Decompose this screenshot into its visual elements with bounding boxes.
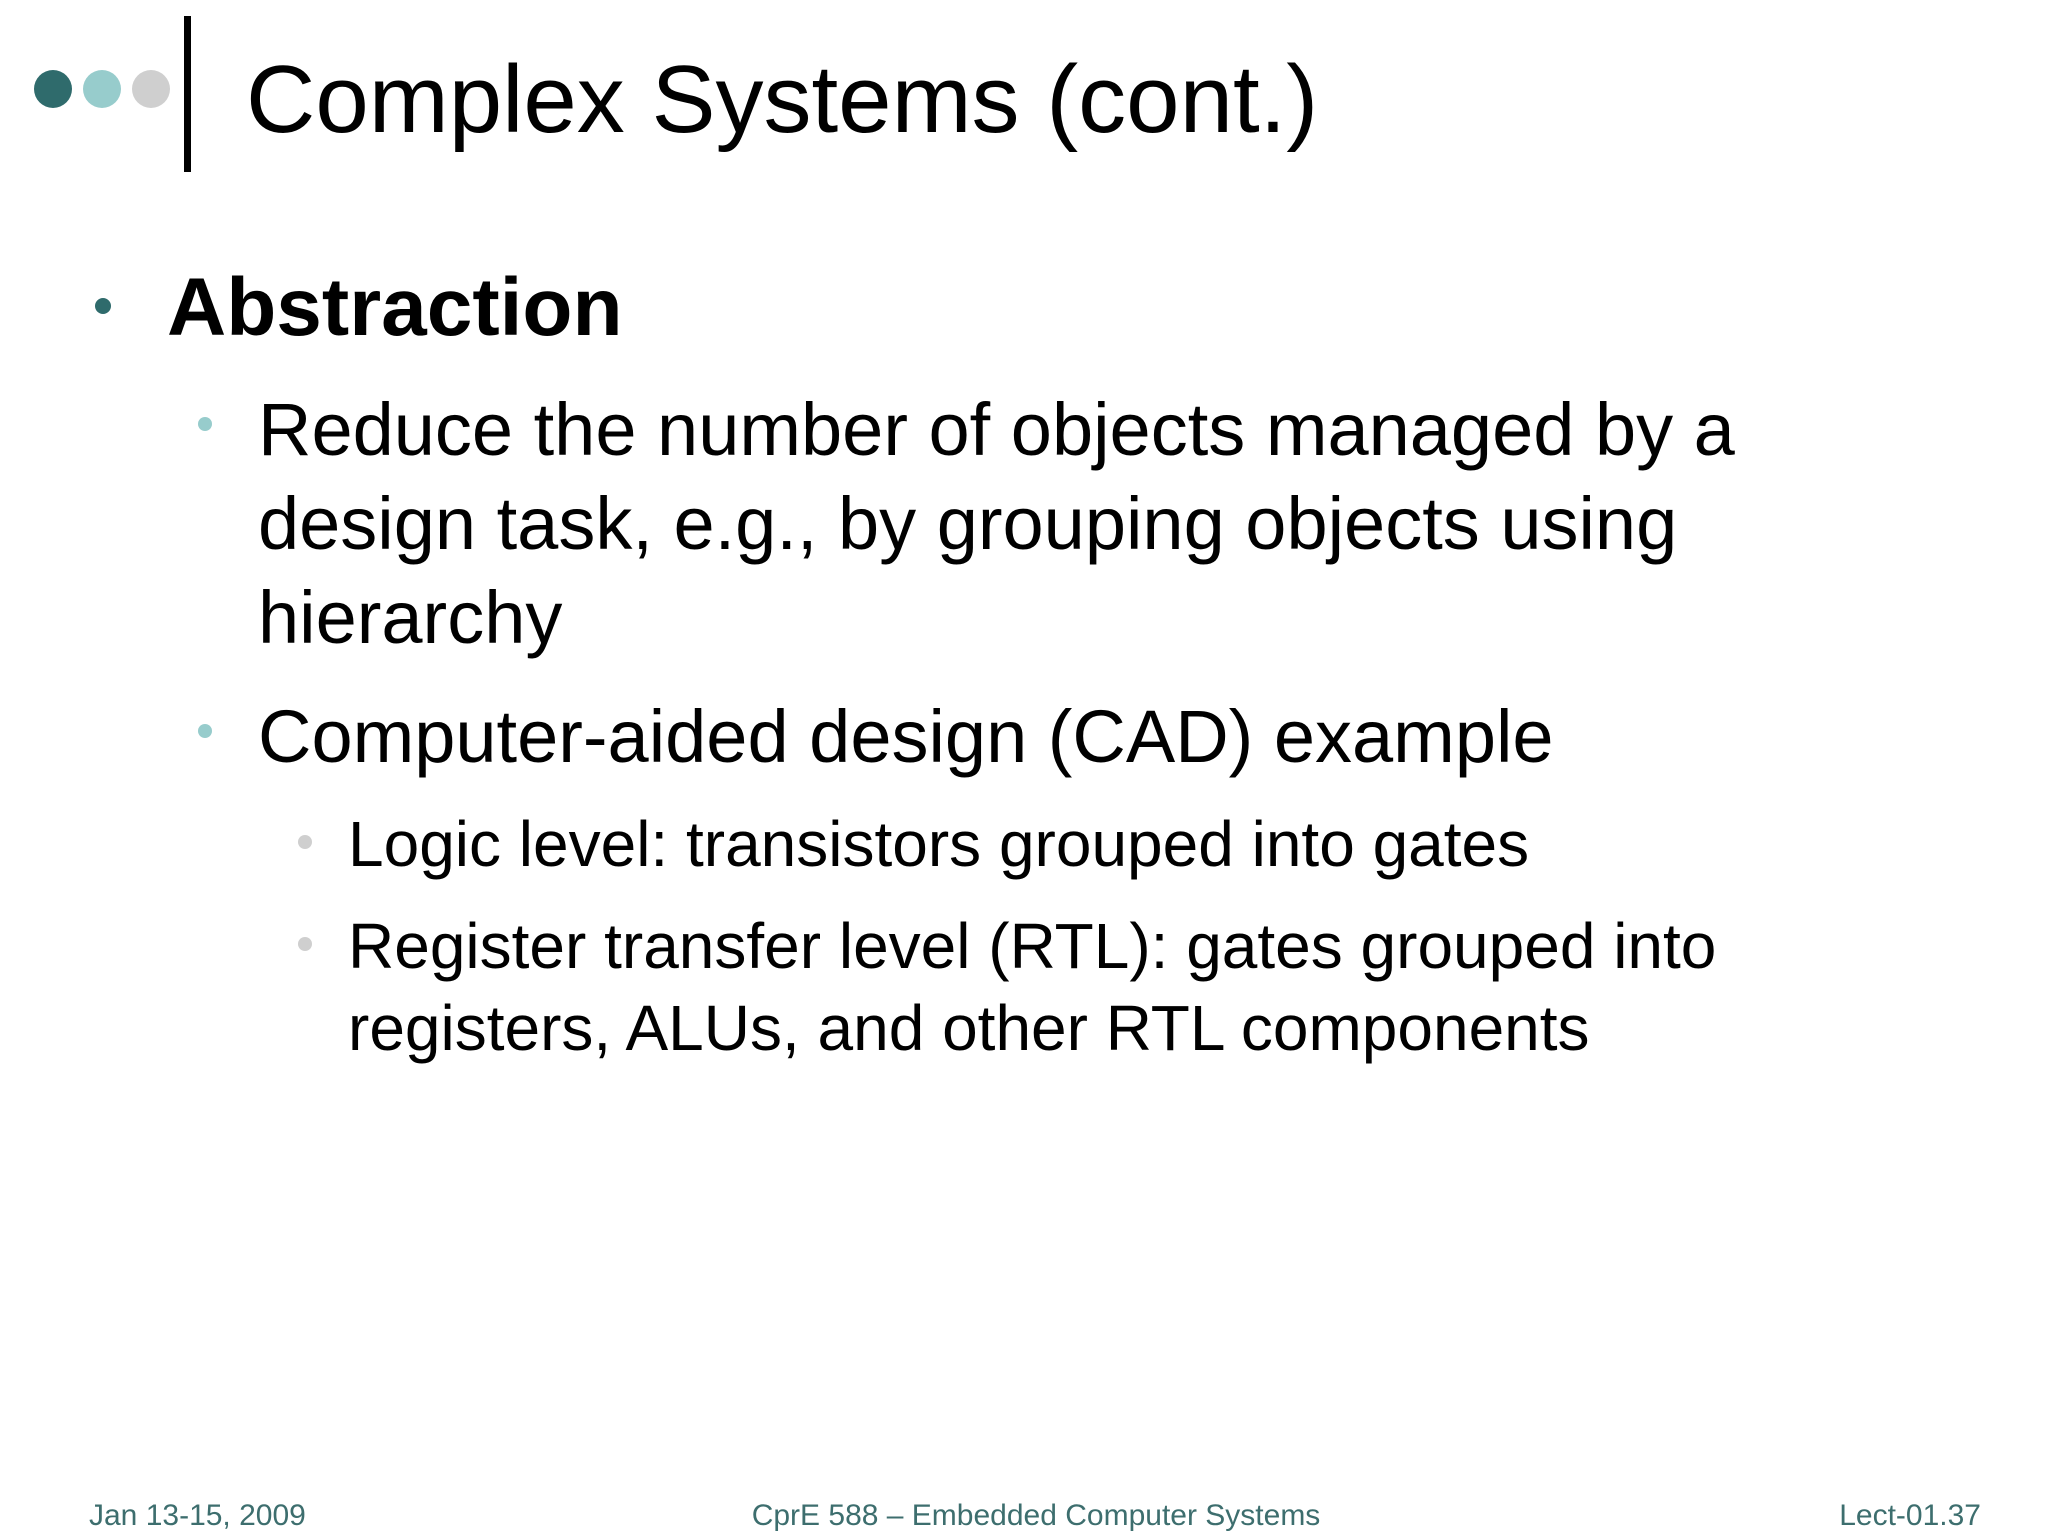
bullet-level3-logic-level [348,803,1908,885]
bullet-level2-reduce-objects [258,383,1908,665]
bullet-level3-rtl [348,905,1908,1069]
dot-icon [34,70,72,108]
footer-slide-number: Lect-01.37 [1839,1499,1981,1532]
title-divider [184,16,191,172]
bullet-dot-icon [298,835,312,849]
dot-icon [83,70,121,108]
bullet-level1-abstraction [167,258,623,358]
title-dots-decoration [34,70,174,110]
bullet-dot-icon [95,298,111,314]
bullet-text: Abstraction [167,262,623,353]
bullet-text: Computer-aided design (CAD) example [258,695,1554,778]
footer-date: Jan 13-15, 2009 [89,1499,306,1532]
dot-icon [132,70,170,108]
bullet-dot-icon [298,937,312,951]
bullet-text: Register transfer level (RTL): gates grouped into registers, ALUs, and other RTL components [348,910,1717,1064]
bullet-text: Reduce the number of objects managed by a design task, e.g., by grouping objects using hierarchy [258,388,1735,659]
footer-course-title: CprE 588 – Embedded Computer Systems [751,1499,1321,1532]
slide-title: Complex Systems (cont.) [246,46,1319,153]
bullet-dot-icon [198,724,212,738]
bullet-dot-icon [198,417,212,431]
bullet-level2-cad-example [258,690,1908,784]
bullet-text: Logic level: transistors grouped into gates [348,808,1530,880]
